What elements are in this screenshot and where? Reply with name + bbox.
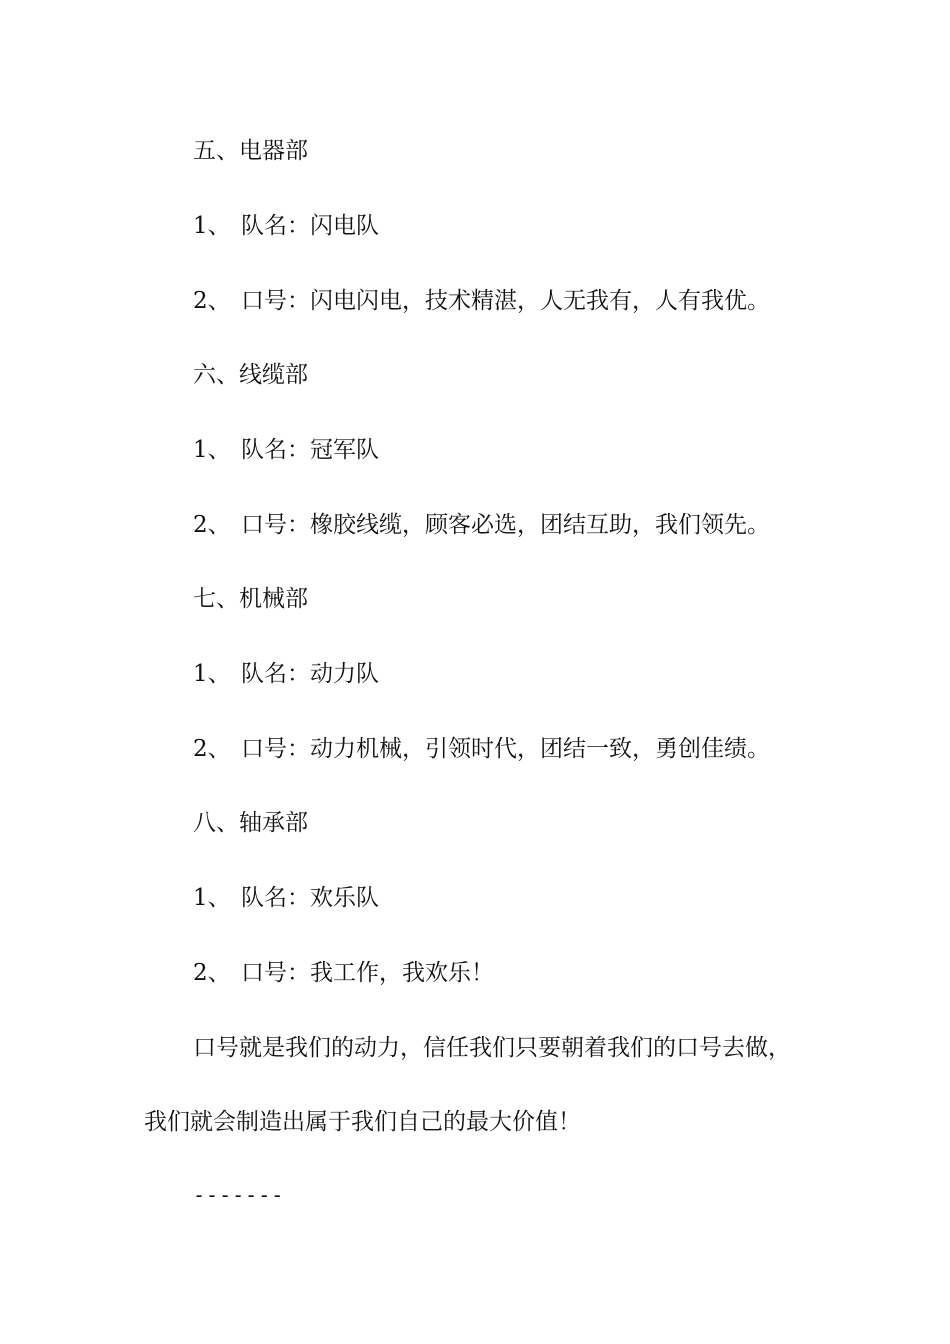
item-text: 队名：动力队 [241, 661, 379, 687]
section-heading: 七、机械部 [193, 586, 308, 612]
list-item [193, 958, 494, 988]
item-number: 2、 [193, 736, 231, 762]
section-heading: 八、轴承部 [193, 810, 308, 836]
list-item [193, 510, 770, 540]
item-number: 2、 [193, 960, 231, 986]
list-item [193, 734, 770, 764]
item-text: 队名：冠军队 [241, 437, 379, 463]
item-number: 1、 [193, 661, 231, 687]
item-text: 队名：欢乐队 [241, 885, 379, 911]
list-item [193, 286, 770, 316]
list-item [193, 883, 379, 913]
closing-paragraph-line-1: 口号就是我们的动力，信任我们只要朝着我们的口号去做， [193, 1035, 791, 1061]
list-item [193, 211, 379, 241]
item-number: 1、 [193, 213, 231, 239]
closing-paragraph-line-2: 我们就会制造出属于我们自己的最大价值！ [144, 1109, 581, 1135]
item-number: 1、 [193, 437, 231, 463]
item-text: 口号：动力机械，引领时代，团结一致，勇创佳绩。 [241, 736, 770, 762]
item-number: 2、 [193, 512, 231, 538]
section-heading: 六、线缆部 [193, 362, 308, 388]
item-text: 口号：闪电闪电，技术精湛，人无我有，人有我优。 [241, 288, 770, 314]
item-number: 2、 [193, 288, 231, 314]
item-number: 1、 [193, 885, 231, 911]
section-heading: 五、电器部 [193, 138, 308, 164]
item-text: 队名：闪电队 [241, 213, 379, 239]
list-item [193, 659, 379, 689]
item-text: 口号：我工作，我欢乐！ [241, 960, 494, 986]
divider-line: ------- [193, 1183, 285, 1207]
item-text: 口号：橡胶线缆，顾客必选，团结互助，我们领先。 [241, 512, 770, 538]
list-item [193, 435, 379, 465]
